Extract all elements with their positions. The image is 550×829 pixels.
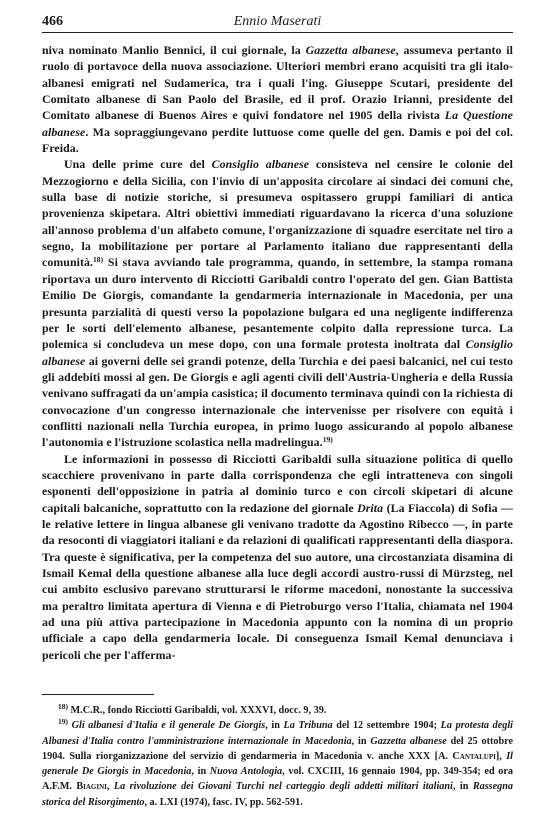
text-run: M.C.R., fondo Ricciotti Garibaldi, vol. XXXVI, docc. 9, 39. [68, 705, 327, 716]
italic-run: Rassegna storica del Risorgimento [42, 781, 514, 808]
footnotes [42, 703, 513, 810]
italic-run: Consiglio albanese [42, 337, 513, 368]
text-run: Le informazioni in possesso di Ricciotti Garibaldi sulla situazione politica di quello scacchiere provenivano in parte dalla corrispondenza che egli intratteneva con singoli esponenti dell'opposizione in patria al dominio turco e con circoli skipetari di alcune capitali balcaniche, soprattutto con la redazione del giornale [42, 451, 513, 515]
text-run: Si stava avviando tale programma, quando, in settembre, la stampa romana riportava un duro intervento di Ricciotti Garibaldi contro l'operato del gen. Gian Battista Emilio De Giorgis, comandante la gendarmeria internazionale in Macedonia, per una presunta parzialità di questi verso la popolazione bulgara ed una negligente indifferenza per le sorti dell'elemento albanese, pesantemente colpito dalla repressione turca. La polemica si concludeva un mese dopo, con una formale protesta inoltrata dal [42, 255, 513, 352]
footnote-separator [42, 694, 154, 695]
running-title: Ennio Maserati [233, 14, 322, 29]
italic-run: Nuova Antologia [209, 766, 283, 778]
paragraph-3 [42, 451, 513, 663]
italic-run: La protesta degli Albanesi d'Italia contro l'amministrazione internazionale in Macedonia [42, 720, 513, 747]
page-number: 466 [42, 14, 63, 29]
italic-run: Il generale De Giorgis in Macedonia [42, 750, 513, 778]
italic-run: Consiglio albanese [211, 157, 310, 172]
footnote-ref: 19) [58, 717, 68, 727]
text-run: , [106, 781, 114, 793]
text-run: , in [351, 735, 371, 747]
text-run: consisteva nel censire le colonie del Mezzogiorno e della Sicilia, con l'invio di un'apposita circolare ai sindaci dei comuni che, sulla base di notizie storiche, si presumeva ospitassero gruppi familiari di antica provenienza skipetara. Altri obiettivi immediati riguardavano la ricerca d'una soluzione all'annoso problema d'un alfabeto comune, l'organizzazione di squadre esercitate nel tiro a segno, la mobilitazione per portare al Parlamento italiano due rappresentanti della comunità. [42, 157, 513, 270]
body-text [42, 42, 513, 663]
footnote-19 [42, 718, 513, 810]
text-run: ], [495, 750, 507, 762]
italic-run: Gazzetta albanese [370, 735, 447, 747]
italic-run: Drita [357, 500, 384, 515]
text-run: , vol. CXCIII, 16 gennaio 1904, pp. 349-354; ed ora A.F.M. [42, 766, 513, 793]
text-run: . Ma sopraggiungevano perdite luttuose come quelle del gen. Damis e poi del col. Freida. [42, 124, 513, 156]
italic-run: Gli albanesi d'Italia e il generale De Giorgis [71, 720, 266, 732]
small-caps-run: Cantalupi [452, 750, 496, 762]
paragraph-1 [42, 42, 513, 156]
italic-run: La rivoluzione dei Giovani Turchi nel carteggio degli addetti militari italiani [113, 781, 453, 793]
italic-run: La Tribuna [283, 720, 333, 732]
text-run: ai governi delle sei grandi potenze, della Turchia e dei paesi balcanici, nel cui testo gli addebiti mossi al gen. De Giorgis e agli agenti civili dell'Austria-Ungheria e della Russia venivano suffragati da un'ampia casistica; il documento terminava quindi con la richiesta di convocazione d'un congresso internazionale che intervenisse per risolvere con equità i conflitti nazionali nella Turchia europea, in primo luogo assicurando al popolo albanese l'autonomia e l'istruzione scolastica nella madrelingua. [42, 353, 513, 450]
text-run: niva nominato Manlio Bennici, il cui giornale, la [42, 43, 306, 57]
text-run: (La Fiaccola) di Sofia — le relative lettere in lingua albanese gli venivano tradotte da Agostino Ribecco —, in parte da resoconti di viaggiatori italiani e da relazioni di qualificati rappresentanti della diaspora. Tra queste è significativa, per la competenza del suo autore, una circostanziata disamina di Ismail Kemal della questione albanese alla luce degli accordi austro-russi di Mürzsteg, nel cui ambito esclusivo parevano strutturarsi le riforme macedoni, nonostante la successiva ma peraltro limitata apertura di Vienna e di Pietroburgo verso l'Italia, chiamata nel 1904 ad una più attiva partecipazione in Macedonia appunto con la nomina di un proprio ufficiale a capo della gendarmeria locale. Di conseguenza Ismail Kemal denunciava i pericoli che per l'afferma- [42, 500, 513, 662]
text-run: , in [265, 720, 284, 732]
running-header [42, 10, 513, 33]
text-run: , assumeva pertanto il ruolo di portavoce della nuova associazione. Ulteriori membri erano acquisiti tra gli italo-albanesi emigrati nel Sudamerica, tra i quali l'ing. Giuseppe Scutari, presidente del Comitato albanese di San Paolo del Brasile, ed il prof. Orazio Irianni, presidente del Comitato albanese di Buenos Aires e quivi fondatore nel 1905 della rivista [42, 43, 514, 123]
text-run: , in [452, 781, 473, 793]
text-run: del 25 ottobre 1904. Sulla riorganizzazione del servizio di gendarmeria in Macedonia v. anche XXX [A. [42, 735, 514, 762]
paragraph-2 [42, 156, 513, 450]
italic-run: Gazzetta albanese [305, 43, 396, 57]
small-caps-run: Biagini [76, 781, 107, 793]
footnote-ref: 18) [93, 255, 104, 265]
footnote-18 [42, 703, 513, 718]
text-run: , a. LXI (1974), fasc. IV, pp. 562-591. [144, 796, 303, 808]
text-run: Una delle prime cure del [64, 157, 212, 172]
italic-run: La Questione albanese [42, 108, 513, 139]
footnote-ref: 19) [322, 435, 333, 445]
footnote-ref: 18) [58, 702, 68, 711]
text-run: del 12 settembre 1904; [332, 720, 441, 732]
text-run: , in [191, 766, 210, 778]
